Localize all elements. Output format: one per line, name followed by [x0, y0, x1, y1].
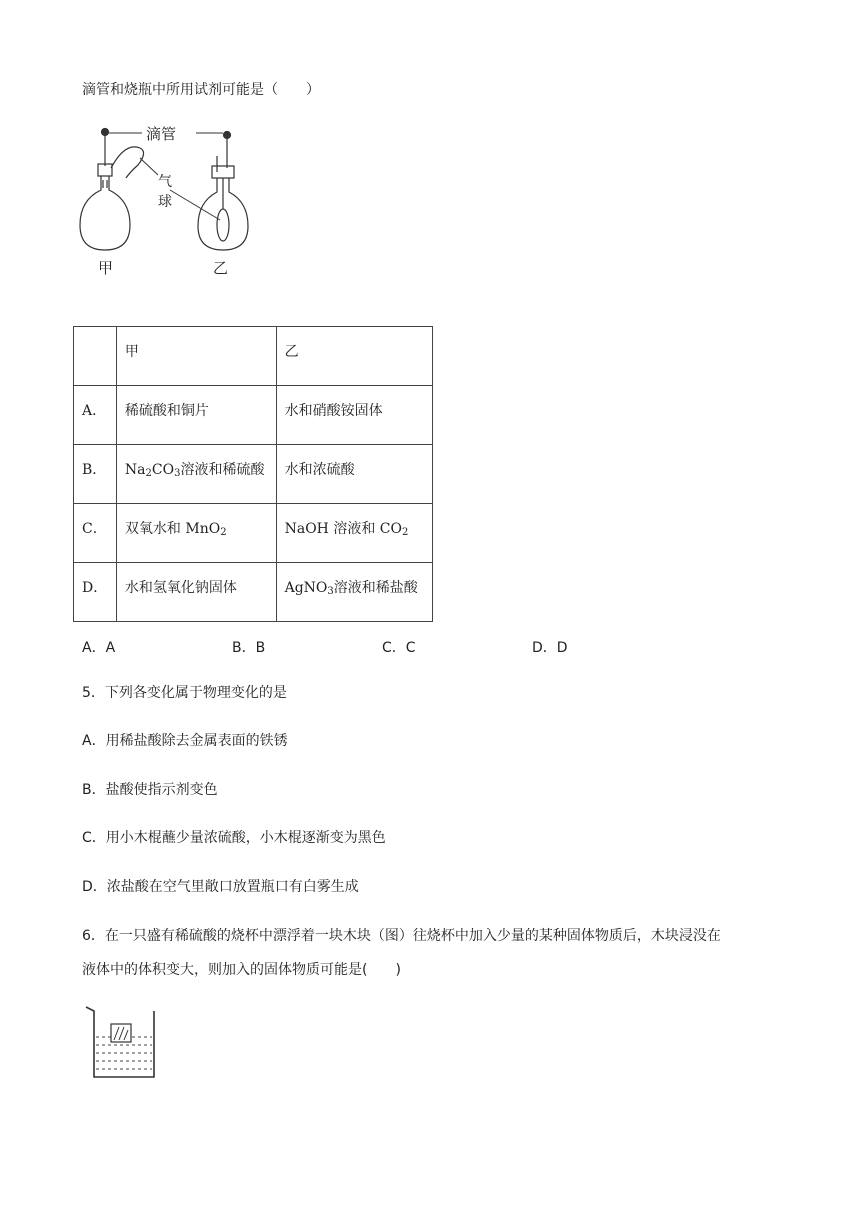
- formula-text: 双氧水和 MnO: [124, 521, 221, 537]
- flask-jia: [80, 129, 144, 251]
- row-yi: [276, 504, 432, 563]
- formula-text: 溶液和稀硫酸: [180, 462, 265, 478]
- q5-stem: 5．下列各变化属于物理变化的是: [82, 685, 287, 701]
- balloon-label-2: 球: [158, 194, 172, 210]
- formula-subscript: 3: [174, 468, 181, 479]
- row-yi: 水和浓硫酸: [276, 445, 432, 504]
- row-yi: 水和硝酸铵固体: [276, 386, 432, 445]
- options-table: [73, 326, 433, 622]
- formula-subscript: 2: [145, 468, 152, 479]
- row-jia: 水和氢氧化钠固体: [116, 563, 276, 622]
- beaker-figure: [82, 1003, 164, 1085]
- table-row: [74, 563, 433, 622]
- flask-jia-label: 甲: [98, 259, 114, 277]
- formula-subscript: 2: [220, 527, 227, 538]
- q5-option-b[interactable]: B．盐酸使指示剂变色: [82, 782, 218, 798]
- q6-stem-line2: 液体中的体积变大，则加入的固体物质可能是( ): [82, 962, 401, 978]
- formula-text: 溶液和稀盐酸: [333, 580, 418, 596]
- q5-option-a[interactable]: A．用稀盐酸除去金属表面的铁锈: [82, 733, 288, 749]
- choice-d[interactable]: D．D: [532, 640, 568, 656]
- flask-yi-label: 乙: [213, 259, 229, 277]
- table-row: [74, 386, 433, 445]
- dropper-label: 滴管: [146, 125, 177, 143]
- q5-option-c[interactable]: C．用小木棍蘸少量浓硫酸，小木棍逐渐变为黑色: [82, 830, 386, 846]
- table-row: [74, 504, 433, 563]
- formula-text: AgNO: [284, 580, 328, 596]
- q6-stem-line1: 6．在一只盛有稀硫酸的烧杯中漂浮着一块木块（图）往烧杯中加入少量的某种固体物质后，木块浸没在: [82, 928, 721, 944]
- row-jia: [116, 504, 276, 563]
- balloon-label-1: 气: [158, 174, 172, 190]
- formula-subscript: 2: [401, 527, 409, 538]
- choice-c[interactable]: C．C: [382, 640, 416, 656]
- apparatus-figure: [70, 120, 270, 282]
- choice-b[interactable]: B．B: [232, 640, 266, 656]
- formula-subscript: 3: [327, 586, 334, 597]
- row-jia: 稀硫酸和铜片: [116, 386, 276, 445]
- question-intro: 滴管和烧瓶中所用试剂可能是（ ）: [82, 82, 320, 98]
- row-key: B．: [74, 445, 117, 504]
- row-key: A．: [74, 386, 117, 445]
- formula-text: NaOH 溶液和 CO: [284, 521, 402, 537]
- formula-text: Na: [124, 462, 146, 478]
- q5-option-d[interactable]: D．浓盐酸在空气里敞口放置瓶口有白雾生成: [82, 879, 359, 895]
- table-row: [74, 445, 433, 504]
- row-key: C．: [74, 504, 117, 563]
- choice-a[interactable]: A．A: [82, 640, 116, 656]
- flask-yi: [198, 132, 248, 251]
- row-key: D．: [74, 563, 117, 622]
- table-header-row: [74, 327, 433, 386]
- row-yi: [276, 563, 432, 622]
- row-jia: [116, 445, 276, 504]
- header-cell-empty: [74, 327, 117, 386]
- header-cell-jia: 甲: [116, 327, 276, 386]
- formula-text: CO: [151, 462, 175, 478]
- header-cell-yi: 乙: [276, 327, 432, 386]
